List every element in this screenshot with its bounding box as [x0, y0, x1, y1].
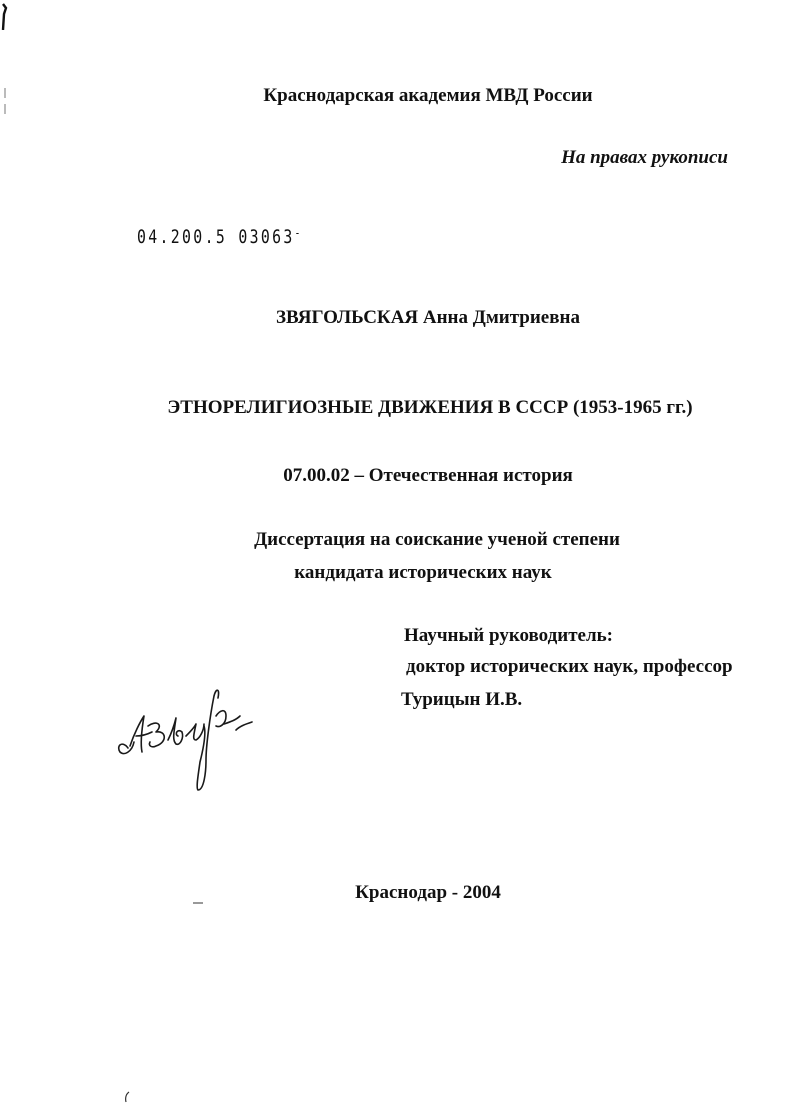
- specialty: 07.00.02 – Отечественная история: [283, 465, 573, 486]
- author-name: ЗВЯГОЛЬСКАЯ Анна Дмитриевна: [276, 307, 580, 328]
- supervisor-name: Турицын И.В.: [401, 689, 523, 710]
- catalog-number: [137, 226, 303, 248]
- dissertation-title: ЭТНОРЕЛИГИОЗНЫЕ ДВИЖЕНИЯ В СССР (1953-1965 гг.): [167, 397, 693, 418]
- degree-line-2: кандидата исторических наук: [294, 562, 552, 583]
- scan-mark-bottom: [122, 1090, 132, 1104]
- scan-tick-mark: [193, 902, 203, 904]
- handwritten-signature: [112, 676, 262, 802]
- scan-mark-top: [0, 0, 8, 30]
- catalog-number-text: 04.200.5 03063: [137, 226, 295, 248]
- supervisor-label: Научный руководитель:: [404, 625, 613, 646]
- rights-note: На правах рукописи: [561, 147, 728, 168]
- institution-name: Краснодарская академия МВД России: [263, 85, 593, 106]
- catalog-dash: -: [294, 226, 303, 240]
- degree-line-1: Диссертация на соискание ученой степени: [254, 529, 620, 550]
- supervisor-rank: доктор исторических наук, профессор: [406, 656, 733, 677]
- city-year: Краснодар - 2004: [355, 882, 501, 903]
